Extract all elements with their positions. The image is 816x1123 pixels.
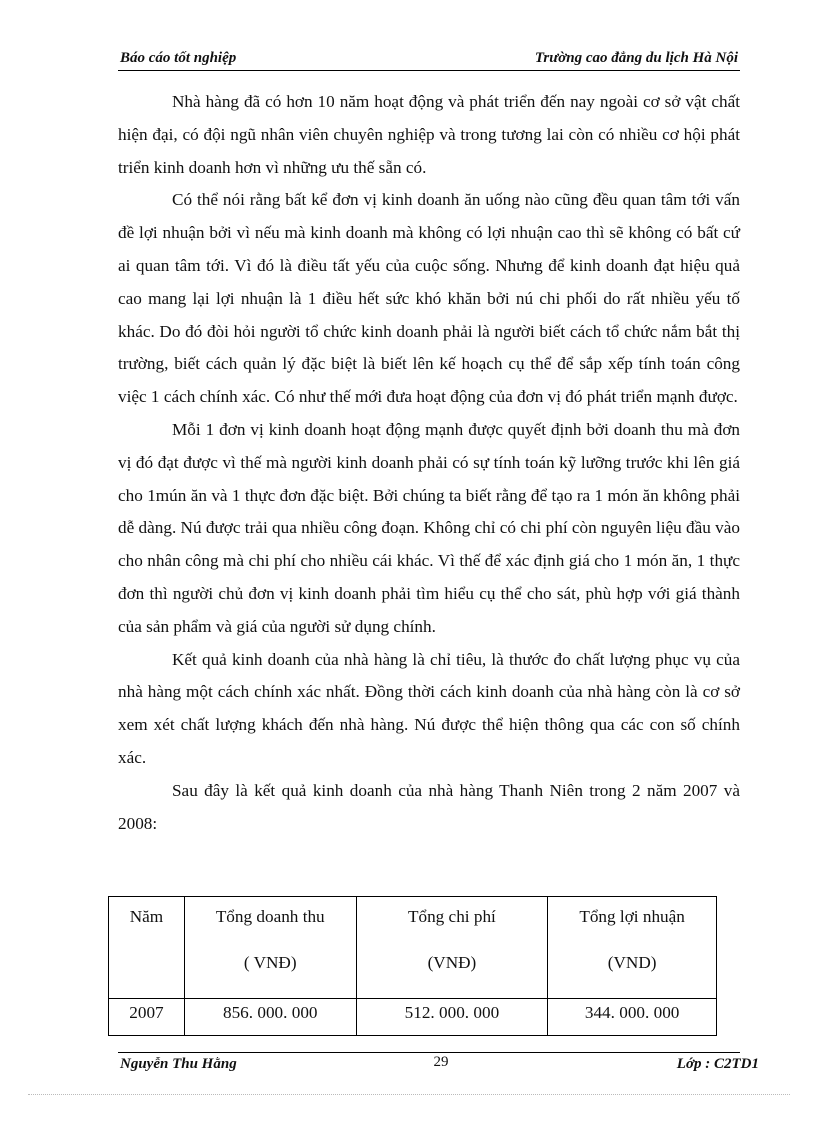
paragraph: Kết quả kinh doanh của nhà hàng là chỉ tiêu, là thước đo chất lượng phục vụ của nhà hàng một cách chính xác nhất. Đồng thời cách kinh doanh của nhà hàng còn là cơ sở xem xét chất lượng khách đến nhà hàng. Nú được thể hiện thông qua các con số chính xác. [118,649,740,767]
footer-class: Lớp : C2TD1 [676,1056,759,1072]
page-edge-divider [28,1094,790,1095]
paragraph: Có thể nói rằng bất kể đơn vị kinh doanh ăn uống nào cũng đều quan tâm tới vấn đề lợi nhuận bởi vì nếu mà kinh doanh mà không có lợi nhuận cao thì sẽ không có bất cứ ai quan tâm tới. Vì đó là điều tất yếu của cuộc sống. Nhưng để kinh doanh đạt hiệu quả cao mang lại lợi nhuận là 1 điều hết sức khó khăn bởi nú chi phối do rất nhiều yếu tố khác. Do đó đòi hỏi người tổ chức kinh doanh phải là người biết cách tổ chức nắm bắt thị trường, biết cách quản lý đặc biệt là biết lên kế hoạch cụ thể để sắp xếp tính toán công việc 1 cách chính xác. Có như thế mới đưa hoạt động của đơn vị đó phát triển mạnh được. [118,190,740,407]
table-row [109,999,717,1036]
table-cell: 2007 [109,999,185,1036]
paragraph: Mỗi 1 đơn vị kinh doanh hoạt động mạnh được quyết định bởi doanh thu mà đơn vị đó đạt được vì thế mà người kinh doanh phải có sự tính toán kỹ lưỡng trước khi lên giá cho 1mún ăn và 1 thực đơn đặc biệt. Bởi chúng ta biết rằng để tạo ra 1 món ăn không phải dễ dàng. Nú được trải qua nhiều công đoạn. Không chỉ có chi phí còn nguyên liệu đầu vào cho nhân công mà chi phí cho nhiều cái khác. Vì thế để xác định giá cho 1 món ăn, 1 thực đơn thì người chủ đơn vị kinh doanh phải tìm hiểu cụ thể cho sát, phù hợp với giá thành của sản phẩm và giá của người sử dụng chính. [118,419,740,636]
column-unit: (VND) [607,953,657,972]
column-header-revenue [184,897,356,999]
column-title: Tổng lợi nhuận [579,907,685,926]
page-header [118,48,740,71]
table-header-row [109,897,717,999]
column-title: Tổng doanh thu [215,907,325,926]
column-header-year [109,897,185,999]
table-cell: 344. 000. 000 [548,999,717,1036]
column-header-profit [548,897,717,999]
column-unit: ( VNĐ) [243,953,297,972]
paragraph: Nhà hàng đã có hơn 10 năm hoạt động và phát triển đến nay ngoài cơ sở vật chất hiện đại, có đội ngũ nhân viên chuyên nghiệp và trong tương lai còn có nhiều cơ hội phát triển kinh doanh hơn vì những ưu thế sẵn có. [118,92,740,177]
header-school-name: Trường cao đẳng du lịch Hà Nội [534,50,738,66]
column-header-cost [356,897,548,999]
column-unit: (VNĐ) [427,953,477,972]
table-cell: 512. 000. 000 [356,999,548,1036]
paragraph: Sau đây là kết quả kinh doanh của nhà hàng Thanh Niên trong 2 năm 2007 và 2008: [118,780,740,833]
footer-divider [118,1052,740,1053]
column-title: Năm [129,907,164,926]
body-text [118,86,740,840]
business-results-table [108,896,717,1036]
footer-author: Nguyễn Thu Hằng [120,1056,237,1072]
page-number: 29 [433,1054,449,1070]
column-title: Tổng chi phí [407,907,496,926]
table-cell: 856. 000. 000 [184,999,356,1036]
header-report-title: Báo cáo tốt nghiệp [120,50,237,66]
